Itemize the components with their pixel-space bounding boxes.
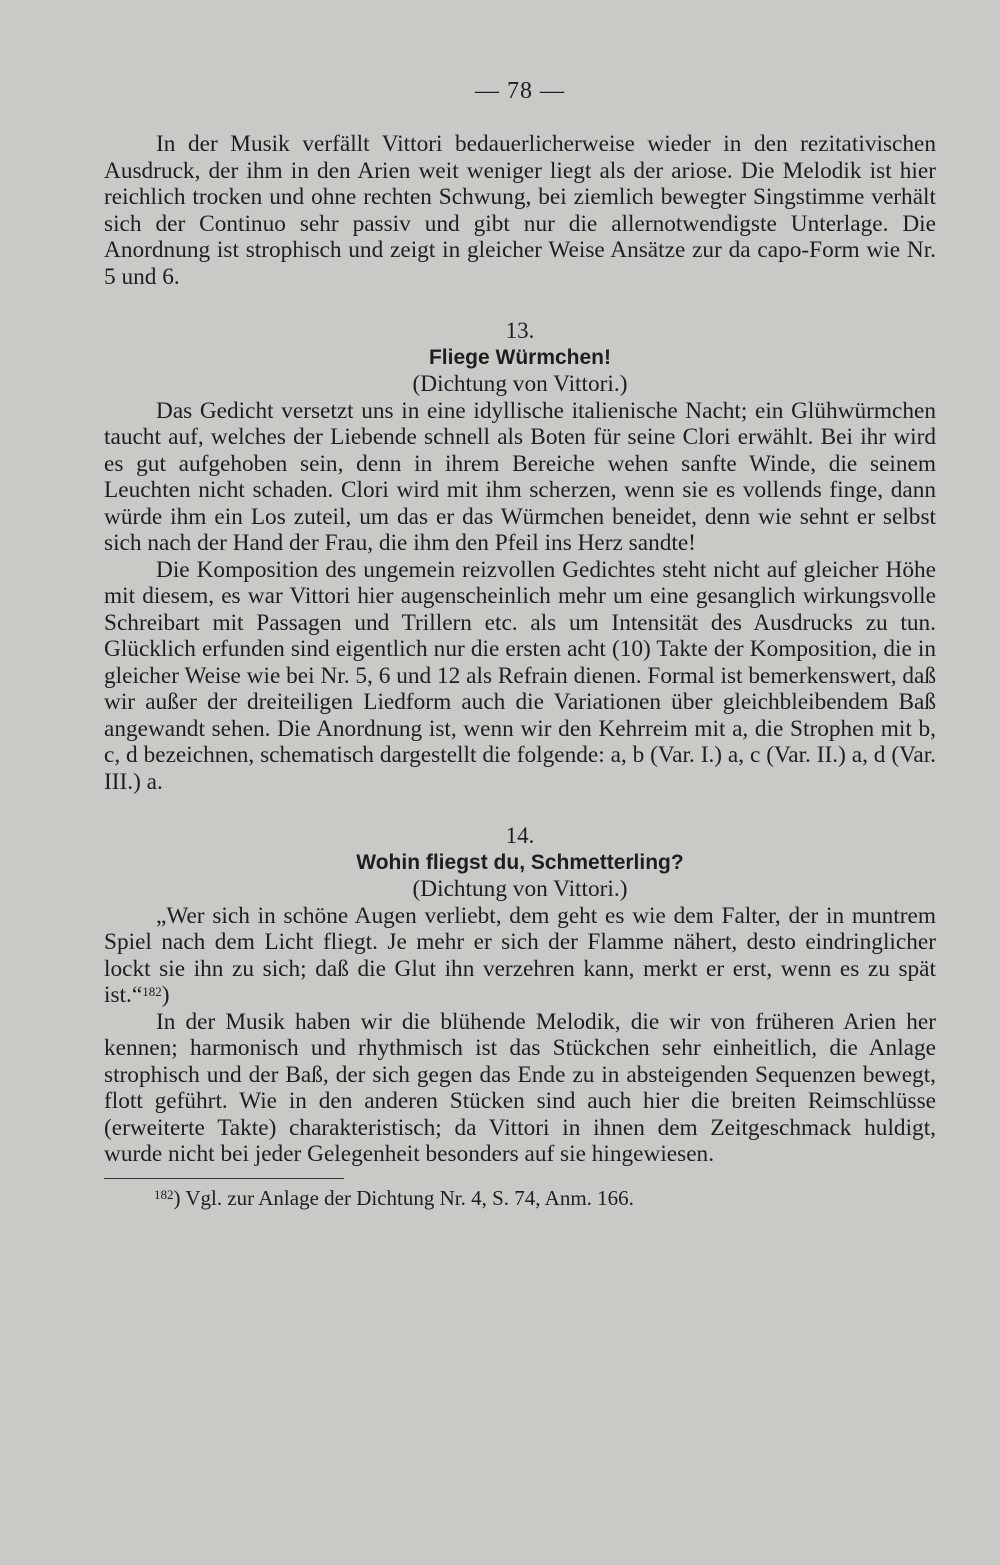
section-14-quote-paragraph [104,903,936,1009]
intro-paragraph: In der Musik verfällt Vittori bedauerlicherweise wieder in den rezitativischen Ausdruck, der ihm in den Arien weit weniger liegt als der ariose. Die Melodik ist hier reichlich trocken und ohne rechten Schwung, bei ziemlich bewegter Singstimme verhält sich der Continuo sehr passiv und gibt nur die allernotwendigste Unterlage. Die Anordnung ist strophisch und zeigt in gleicher Weise Ansätze zur da capo-Form wie Nr. 5 und 6. [104,131,936,290]
footnote [104,1185,936,1211]
section-13-number: 13. [505,318,535,343]
page-content [104,78,936,1211]
footnote-reference: 182 [142,984,162,999]
section-13-title: Fliege Würmchen! [428,345,612,369]
page-number: — 78 — [475,78,565,104]
section-14-subtitle: (Dichtung von Vittori.) [412,876,628,902]
footnote-divider [104,1178,344,1179]
section-13-paragraph-1: Das Gedicht versetzt uns in eine idyllische italienische Nacht; ein Glühwürmchen taucht auf, welches der Liebende schnell als Boten für seine Clori erwählt. Bei ihr wird es gut aufgehoben sein, denn in ihrem Bereiche wehen sanfte Winde, die seinem Leuchten nicht schaden. Clori wird mit ihm scherzen, wenn sie es vollends finge, dann würde ihm ein Los zuteil, um das er das Würmchen beneidet, denn wie sehnt er selbst sich nach der Hand der Frau, die ihm den Pfeil ins Herz sandte! [104,397,936,556]
section-14-paragraph-2: In der Musik haben wir die blühende Melodik, die wir von früheren Arien her kennen; harmonisch und rhythmisch ist das Stückchen sehr einheitlich, die Anlage strophisch und der Baß, der sich gegen das Ende zu in absteigenden Sequenzen bewegt, flott geführt. Wie in den anderen Stücken sind auch hier die breiten Reimschlüsse (erweiterte Takte) charakteristisch; da Vittori in ihnen dem Zeitgeschmack huldigt, wurde nicht bei jeder Gelegenheit besonders auf sie hingewiesen. [104,1008,936,1167]
quote-text: „Wer sich in schöne Augen verliebt, dem geht es wie dem Falter, der in muntrem Spiel nach dem Licht fliegt. Je mehr er sich der Flamme nähert, desto eindringlicher lockt sie ihn zu sich; daß die Glut ihn verzehren kann, merkt er erst, wenn es zu spät ist.“ [104,902,936,1008]
section-14-number: 14. [505,823,535,848]
section-13-paragraph-2: Die Komposition des ungemein reizvollen Gedichtes steht nicht auf gleicher Höhe mit diesem, es war Vittori hier augenscheinlich mehr um eine gesanglich wirkungsvolle Schreibart mit Passagen und Trillern etc. als um Intensität des Ausdrucks zu tun. Glücklich erfunden sind eigentlich nur die ersten acht (10) Takte der Komposition, die in gleicher Weise wie bei Nr. 5, 6 und 12 als Refrain dienen. Formal ist bemerkenswert, daß wir außer der dreiteiligen Liedform auch die Variationen über gleichbleibendem Baß angewandt sehen. Die Anordnung ist, wenn wir den Kehrreim mit a, die Strophen mit b, c, d bezeichnen, schematisch dargestellt die folgende: a, b (Var. I.) a, c (Var. II.) a, d (Var. III.) a. [104,556,936,795]
section-13-subtitle: (Dichtung von Vittori.) [412,371,628,397]
section-14-title: Wohin fliegst du, Schmetterling? [356,850,684,874]
footnote-mark: 182 [154,1186,174,1202]
footnote-text: ) Vgl. zur Anlage der Dichtung Nr. 4, S. 74, Anm. 166. [173,1185,634,1210]
quote-close: ) [161,982,170,1008]
